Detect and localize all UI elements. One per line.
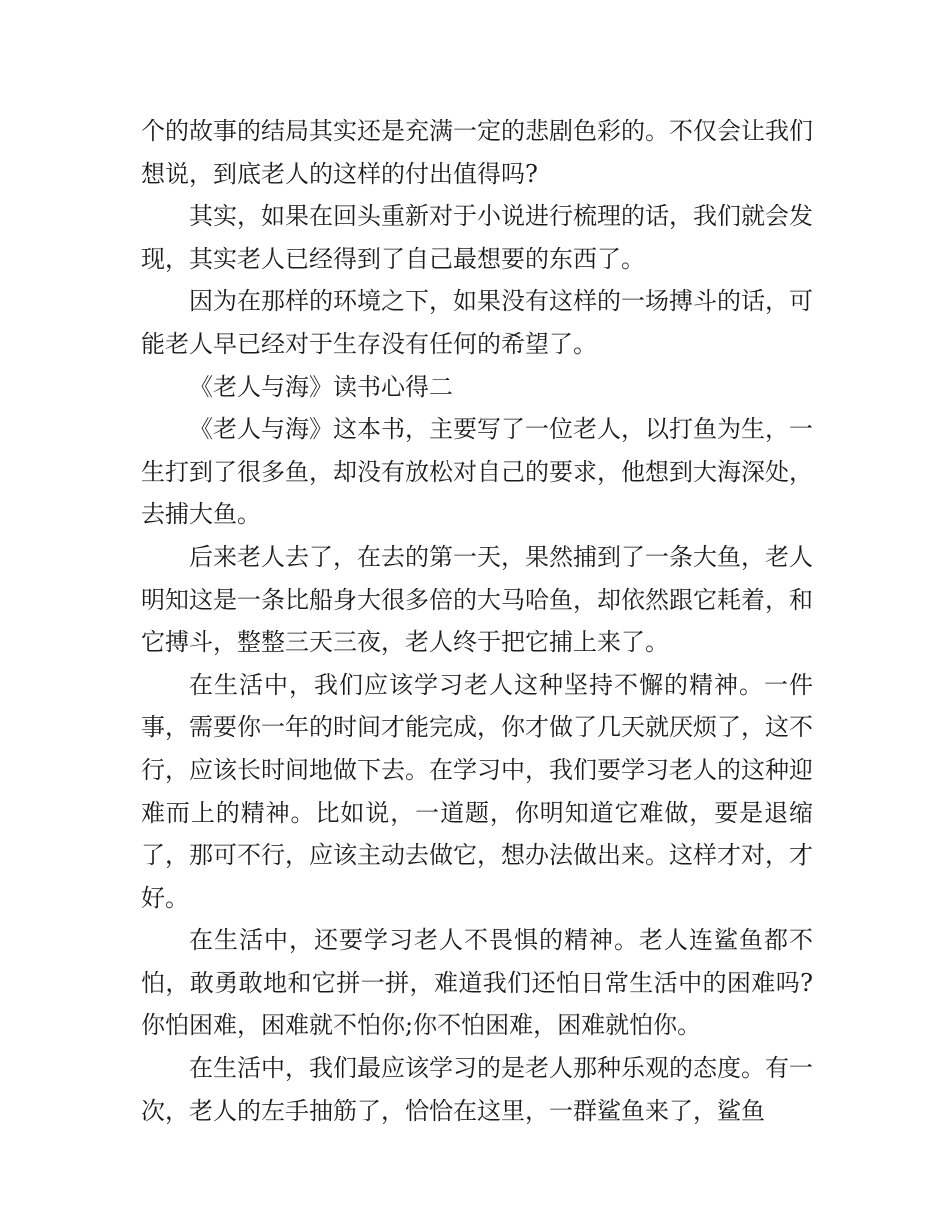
document-page [141,110,813,1132]
section-title: 《老人与海》读书心得二 [189,372,453,401]
paragraph-5: 《老人与海》这本书，主要写了一位老人，以打鱼为生，一生打到了很多鱼，却没有放松对自己的要求，他想到大海深处，去捕大鱼。 [141,415,813,529]
paragraph-8: 在生活中，还要学习老人不畏惧的精神。老人连鲨鱼都不怕，敢勇敢地和它拼一拼，难道我们还怕日常生活中的困难吗?你怕困难，困难就不怕你;你不怕困难，困难就怕你。 [141,926,813,1040]
paragraph-1: 个的故事的结局其实还是充满一定的悲剧色彩的。不仅会让我们想说，到底老人的这样的付出值得吗? [141,117,813,188]
paragraph-3: 因为在那样的环境之下，如果没有这样的一场搏斗的话，可能老人早已经对于生存没有任何的希望了。 [141,287,813,358]
paragraph-6: 后来老人去了，在去的第一天，果然捕到了一条大鱼，老人明知这是一条比船身大很多倍的大马哈鱼，却依然跟它耗着，和它搏斗，整整三天三夜，老人终于把它捕上来了。 [141,542,813,657]
paragraph-9: 在生活中，我们最应该学习的是老人那种乐观的态度。有一次，老人的左手抽筋了，恰恰在这里，一群鲨鱼来了，鲨鱼 [141,1054,813,1125]
paragraph-7: 在生活中，我们应该学习老人这种坚持不懈的精神。一件事，需要你一年的时间才能完成，你才做了几天就厌烦了，这不行，应该长时间地做下去。在学习中，我们要学习老人的这种迎难而上的精神。比如说，一道题，你明知道它难做，要是退缩了，那可不行，应该主动去做它，想办法做出来。这样才对，才好。 [141,670,813,912]
paragraph-2: 其实，如果在回头重新对于小说进行梳理的话，我们就会发现，其实老人已经得到了自己最想要的东西了。 [141,202,813,273]
